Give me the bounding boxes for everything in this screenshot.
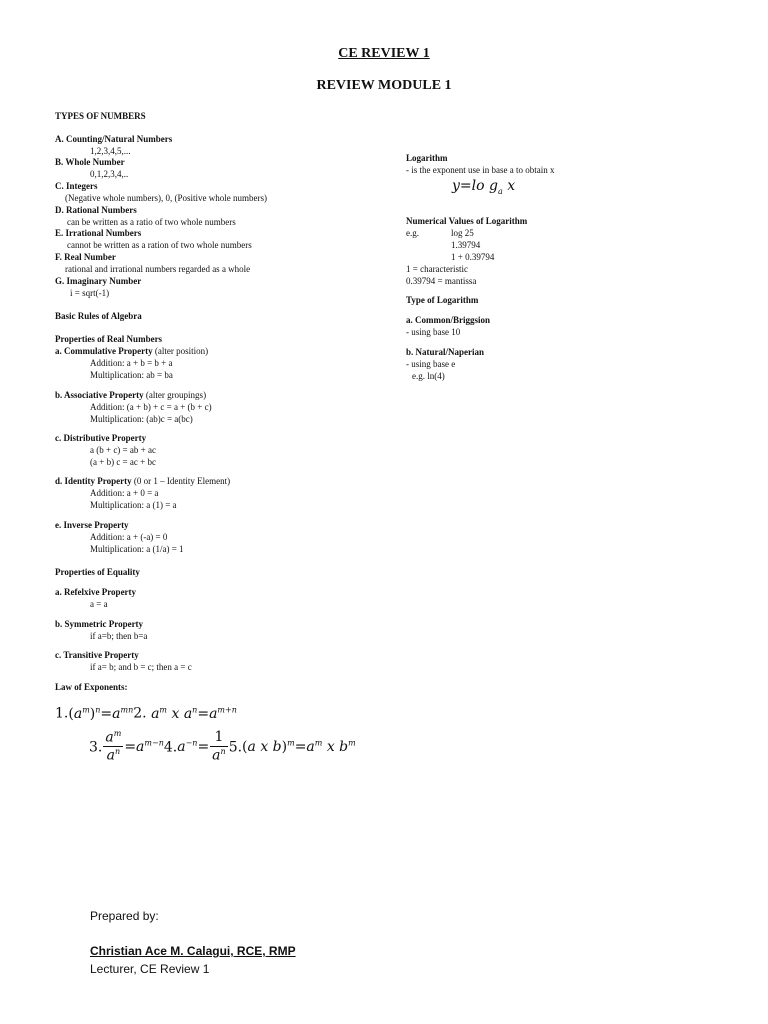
- types-heading: TYPES OF NUMBERS: [55, 111, 146, 121]
- commutative-note: (alter position): [152, 346, 209, 356]
- associative-addition: Addition: (a + b) + c = a + (b + c): [90, 402, 212, 412]
- log-value-2: 1 + 0.39794: [451, 252, 495, 262]
- identity-multiplication: Multiplication: a (1) = a: [90, 500, 177, 510]
- commutative-multiplication: Multiplication: ab = ba: [90, 370, 173, 380]
- identity-addition: Addition: a + 0 = a: [90, 488, 159, 498]
- common-log-note: - using base 10: [406, 327, 461, 337]
- associative-note: (alter groupings): [143, 390, 207, 400]
- common-log-label: a. Common/Briggsion: [406, 315, 491, 325]
- law-1-number: 1.: [55, 705, 69, 722]
- commutative-property: [55, 347, 208, 356]
- type-b-label: B. Whole Number: [55, 157, 125, 167]
- inverse-addition: Addition: a + (-a) = 0: [90, 532, 168, 542]
- inverse-multiplication: Multiplication: a (1/a) = 1: [90, 544, 184, 554]
- transitive-value: if a= b; and b = c; then a = c: [90, 662, 192, 672]
- exponent-laws-row-1: [55, 706, 237, 721]
- type-a-label: A. Counting/Natural Numbers: [55, 134, 173, 144]
- characteristic-note: 1 = characteristic: [406, 264, 469, 274]
- law-5-number: 5.: [228, 739, 243, 756]
- type-a-value: 1,2,3,4,5,...: [90, 146, 131, 156]
- logarithm-heading: Logarithm: [406, 153, 448, 163]
- transitive-label: c. Transitive Property: [55, 650, 139, 660]
- type-of-logarithm-heading: Type of Logarithm: [406, 295, 479, 305]
- type-d-value: can be written as a ratio of two whole numbers: [67, 217, 236, 227]
- law-3-number: 3.: [89, 739, 103, 756]
- law-2-number: 2.: [133, 705, 147, 722]
- commutative-addition: Addition: a + b = b + a: [90, 358, 173, 368]
- law-1-formula: $(a^m)^n=a^{mn}$: [68, 705, 134, 722]
- exponents-heading: Law of Exponents:: [55, 682, 128, 692]
- log-value-1: 1.39794: [451, 240, 481, 250]
- symmetric-label: b. Symmetric Property: [55, 619, 144, 629]
- type-f-value: rational and irrational numbers regarded as a whole: [65, 264, 251, 274]
- inverse-label: e. Inverse Property: [55, 520, 129, 530]
- reflexive-label: a. Refelxive Property: [55, 587, 137, 597]
- law-3-fraction: $\frac{a^m}{a^n}$: [105, 729, 122, 764]
- type-g-label: G. Imaginary Number: [55, 276, 142, 286]
- law-3-result: $=a^{m-n}$: [124, 738, 164, 756]
- prepared-by-label: Prepared by:: [90, 909, 159, 923]
- identity-label: d. Identity Property: [55, 476, 132, 486]
- type-e-value: cannot be written as a ration of two whole numbers: [67, 240, 252, 250]
- numerical-values-heading: Numerical Values of Logarithm: [406, 216, 528, 226]
- author-name: Christian Ace M. Calagui, RCE, RMP: [90, 944, 296, 958]
- law-4-number: 4.: [163, 739, 178, 756]
- reflexive-value: a = a: [90, 599, 108, 609]
- logarithm-formula: y=lo $g_a$ x: [452, 178, 516, 196]
- type-d-label: D. Rational Numbers: [55, 205, 137, 215]
- type-b-value: 0,1,2,3,4,..: [90, 169, 129, 179]
- natural-log-example: e.g. ln(4): [412, 371, 445, 381]
- real-properties-heading: Properties of Real Numbers: [55, 334, 163, 344]
- type-c-label: C. Integers: [55, 181, 98, 191]
- log-expression: log 25: [451, 228, 474, 238]
- distributive-line-1: a (b + c) = ab + ac: [90, 445, 156, 455]
- author-role: Lecturer, CE Review 1: [90, 962, 210, 976]
- algebra-heading: Basic Rules of Algebra: [55, 311, 142, 321]
- identity-property: [55, 477, 230, 486]
- identity-note: (0 or 1 – Identity Element): [131, 476, 231, 486]
- law-5-formula: (a x $b)^m=a^m$ x $b^m$: [242, 738, 356, 756]
- associative-multiplication: Multiplication: (ab)c = a(bc): [90, 414, 193, 424]
- type-e-label: E. Irrational Numbers: [55, 228, 142, 238]
- law-2-formula: $a^m$ x $a^n=a^{m+n}$: [151, 705, 237, 722]
- symmetric-value: if a=b; then b=a: [90, 631, 148, 641]
- type-c-value: (Negative whole numbers), 0, (Positive whole numbers): [65, 193, 267, 203]
- natural-log-note: - using base e: [406, 359, 456, 369]
- document-subtitle: REVIEW MODULE 1: [316, 78, 452, 93]
- distributive-label: c. Distributive Property: [55, 433, 147, 443]
- example-label: e.g.: [406, 228, 419, 238]
- type-f-label: F. Real Number: [55, 252, 116, 262]
- commutative-label: a. Commulative Property: [55, 346, 153, 356]
- logarithm-definition: - is the exponent use in base a to obtain x: [406, 165, 555, 175]
- natural-log-label: b. Natural/Naperian: [406, 347, 485, 357]
- distributive-line-2: (a + b) c = ac + bc: [90, 457, 156, 467]
- document-title: CE REVIEW 1: [338, 46, 430, 61]
- type-g-value: i = sqrt(-1): [70, 288, 110, 298]
- equality-heading: Properties of Equality: [55, 567, 140, 577]
- mantissa-note: 0.39794 = mantissa: [406, 276, 477, 286]
- exponent-laws-row-2: [89, 730, 356, 765]
- law-4-formula: $a^{-n}=$: [177, 738, 210, 756]
- associative-label: b. Associative Property: [55, 390, 144, 400]
- law-4-fraction: $\frac{1}{a^n}$: [212, 729, 226, 764]
- associative-property: [55, 391, 206, 400]
